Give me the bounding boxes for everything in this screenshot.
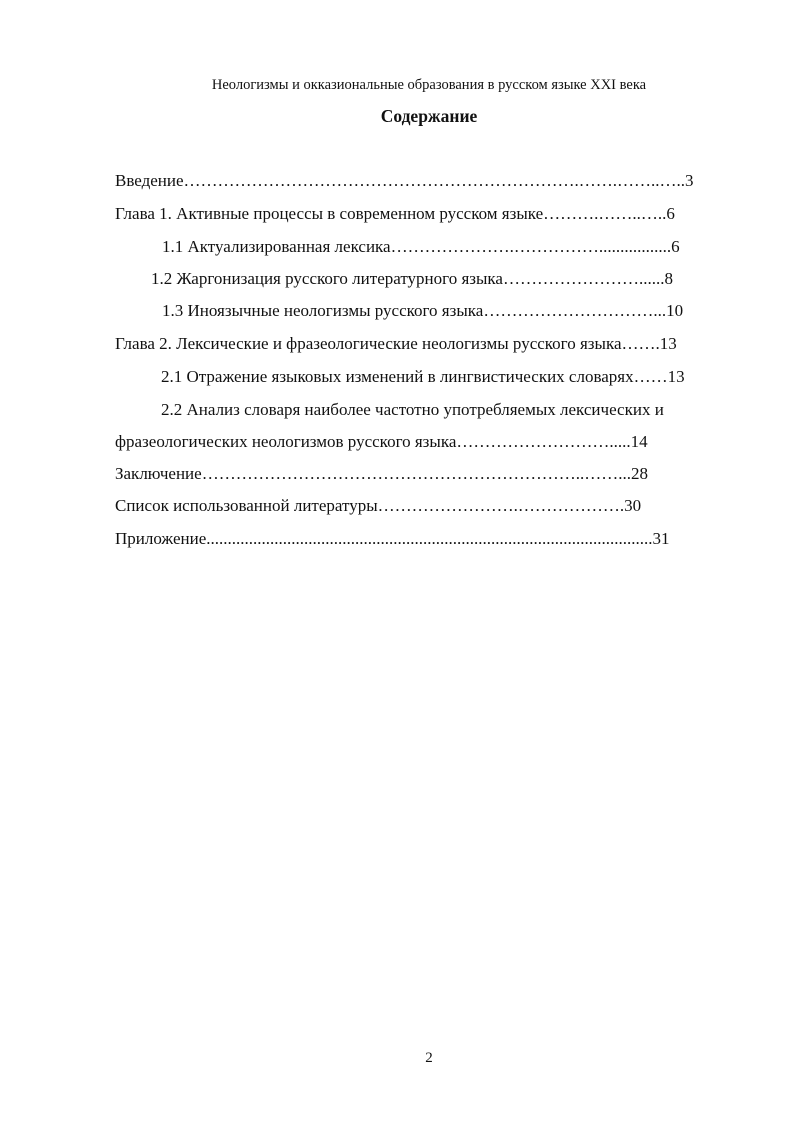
toc-entry-references: Список использованной литературы…………………….……………….30 <box>115 496 642 515</box>
toc-entry-introduction: Введение…………………………………………………………….…….……..…..3 <box>115 171 694 190</box>
toc-entry-appendix: Приложение.........................................................................................................31 <box>115 529 670 548</box>
toc-entry-section-1-2: 1.2 Жаргонизация русского литературного языка……………………......8 <box>151 269 673 288</box>
running-header: Неологизмы и окказиональные образования в русском языке XXI века <box>211 77 647 93</box>
toc-entry-chapter-1: Глава 1. Активные процессы в современном русском языке……….……..…..6 <box>115 204 675 223</box>
toc-entry-section-2-2-continued: фразеологических неологизмов русского языка……………………….....14 <box>115 432 648 451</box>
toc-entry-section-1-1: 1.1 Актуализированная лексика………………….…………….................6 <box>162 237 680 256</box>
page-number: 2 <box>425 1050 433 1066</box>
toc-entry-section-2-1: 2.1 Отражение языковых изменений в лингвистических словарях……13 <box>161 367 685 386</box>
toc-entry-chapter-2: Глава 2. Лексические и фразеологические неологизмы русского языка…….13 <box>115 334 677 353</box>
contents-heading: Содержание <box>380 106 478 126</box>
toc-entry-section-1-3: 1.3 Иноязычные неологизмы русского языка…………………………...10 <box>162 301 684 320</box>
toc-entry-conclusion: Заключение…………………………………………………………..……...28 <box>115 464 648 483</box>
toc-entry-section-2-2: 2.2 Анализ словаря наиболее частотно употребляемых лексических и <box>161 400 664 419</box>
